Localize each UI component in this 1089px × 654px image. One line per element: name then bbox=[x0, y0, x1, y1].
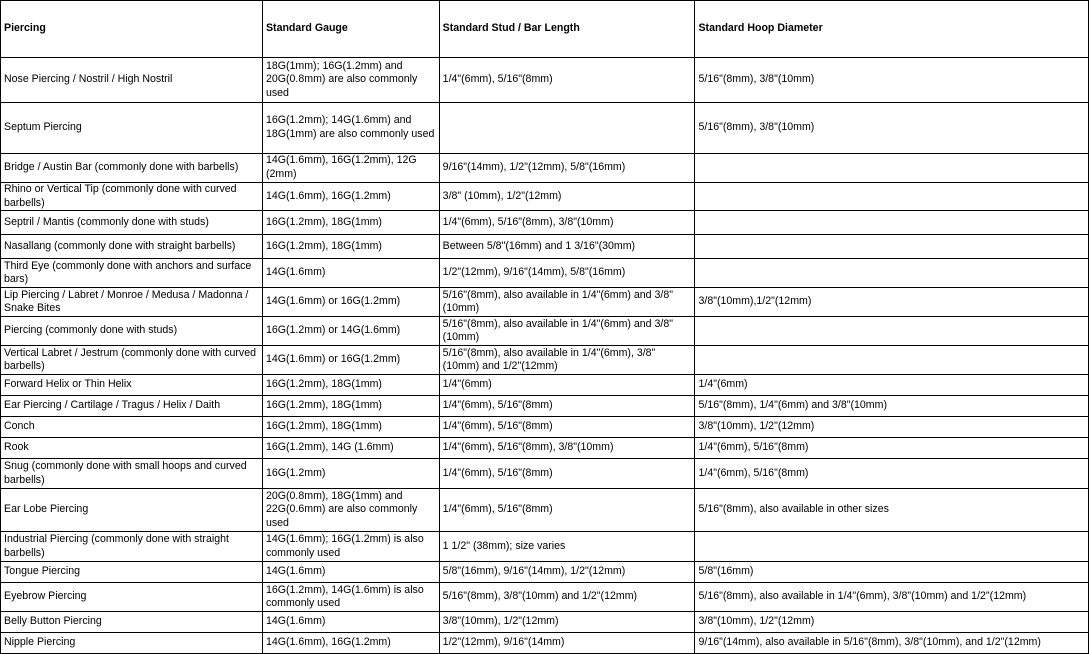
piercing-cell: Belly Button Piercing bbox=[1, 612, 263, 633]
gauge-cell: 14G(1.6mm) bbox=[262, 259, 439, 288]
piercing-cell: Piercing (commonly done with studs) bbox=[1, 317, 263, 346]
hoop-cell: 5/16"(8mm), 1/4"(6mm) and 3/8"(10mm) bbox=[695, 396, 1089, 417]
table-row bbox=[1, 154, 1089, 183]
hoop-cell: 5/16"(8mm), 3/8"(10mm) bbox=[695, 58, 1089, 103]
length-cell: 1/4"(6mm) bbox=[439, 375, 695, 396]
length-cell: 1/4"(6mm), 5/16"(8mm) bbox=[439, 417, 695, 438]
table-row bbox=[1, 211, 1089, 235]
gauge-cell: 20G(0.8mm), 18G(1mm) and 22G(0.6mm) are also commonly used bbox=[262, 489, 439, 532]
piercing-cell: Ear Piercing / Cartilage / Tragus / Helix / Daith bbox=[1, 396, 263, 417]
table-row bbox=[1, 103, 1089, 154]
table-row bbox=[1, 459, 1089, 489]
length-cell: 5/16"(8mm), 3/8"(10mm) and 1/2"(12mm) bbox=[439, 583, 695, 612]
length-cell: 1/4"(6mm), 5/16"(8mm) bbox=[439, 58, 695, 103]
gauge-cell: 16G(1.2mm), 18G(1mm) bbox=[262, 375, 439, 396]
piercing-cell: Eyebrow Piercing bbox=[1, 583, 263, 612]
piercing-cell: Conch bbox=[1, 417, 263, 438]
length-cell bbox=[439, 103, 695, 154]
piercing-cell: Nipple Piercing bbox=[1, 633, 263, 654]
table-row bbox=[1, 612, 1089, 633]
header-piercing: Piercing bbox=[1, 1, 263, 58]
length-cell: 5/16"(8mm), also available in 1/4"(6mm) and 3/8"(10mm) bbox=[439, 288, 695, 317]
hoop-cell bbox=[695, 211, 1089, 235]
gauge-cell: 14G(1.6mm), 16G(1.2mm), 12G (2mm) bbox=[262, 154, 439, 183]
hoop-cell: 1/4"(6mm), 5/16"(8mm) bbox=[695, 438, 1089, 459]
gauge-cell: 14G(1.6mm) bbox=[262, 562, 439, 583]
length-cell: 1/4"(6mm), 5/16"(8mm) bbox=[439, 459, 695, 489]
gauge-cell: 14G(1.6mm) bbox=[262, 612, 439, 633]
table-row bbox=[1, 183, 1089, 211]
gauge-cell: 14G(1.6mm), 16G(1.2mm) bbox=[262, 183, 439, 211]
length-cell: 3/8" (10mm), 1/2"(12mm) bbox=[439, 183, 695, 211]
table-row bbox=[1, 396, 1089, 417]
table-row bbox=[1, 288, 1089, 317]
table-row bbox=[1, 58, 1089, 103]
length-cell: 5/16"(8mm), also available in 1/4"(6mm) and 3/8"(10mm) bbox=[439, 317, 695, 346]
gauge-cell: 18G(1mm); 16G(1.2mm) and 20G(0.8mm) are also commonly used bbox=[262, 58, 439, 103]
hoop-cell bbox=[695, 235, 1089, 259]
hoop-cell: 3/8"(10mm), 1/2"(12mm) bbox=[695, 612, 1089, 633]
hoop-cell bbox=[695, 259, 1089, 288]
gauge-cell: 16G(1.2mm), 14G (1.6mm) bbox=[262, 438, 439, 459]
length-cell: 1/4"(6mm), 5/16"(8mm) bbox=[439, 396, 695, 417]
hoop-cell: 5/16"(8mm), 3/8"(10mm) bbox=[695, 103, 1089, 154]
hoop-cell bbox=[695, 532, 1089, 562]
piercing-cell: Snug (commonly done with small hoops and curved barbells) bbox=[1, 459, 263, 489]
table-row bbox=[1, 375, 1089, 396]
table-row bbox=[1, 562, 1089, 583]
hoop-cell: 9/16"(14mm), also available in 5/16"(8mm), 3/8"(10mm), and 1/2"(12mm) bbox=[695, 633, 1089, 654]
piercing-cell: Septril / Mantis (commonly done with studs) bbox=[1, 211, 263, 235]
length-cell: 9/16"(14mm), 1/2"(12mm), 5/8"(16mm) bbox=[439, 154, 695, 183]
hoop-cell: 3/8"(10mm),1/2"(12mm) bbox=[695, 288, 1089, 317]
gauge-cell: 16G(1.2mm) or 14G(1.6mm) bbox=[262, 317, 439, 346]
header-stud-bar-length: Standard Stud / Bar Length bbox=[439, 1, 695, 58]
table-row bbox=[1, 235, 1089, 259]
length-cell: 1/2"(12mm), 9/16"(14mm) bbox=[439, 633, 695, 654]
gauge-cell: 16G(1.2mm), 14G(1.6mm) is also commonly used bbox=[262, 583, 439, 612]
hoop-cell bbox=[695, 183, 1089, 211]
length-cell: 3/8"(10mm), 1/2"(12mm) bbox=[439, 612, 695, 633]
gauge-cell: 16G(1.2mm); 14G(1.6mm) and 18G(1mm) are also commonly used bbox=[262, 103, 439, 154]
header-hoop-diameter: Standard Hoop Diameter bbox=[695, 1, 1089, 58]
table-row bbox=[1, 532, 1089, 562]
piercing-cell: Third Eye (commonly done with anchors and surface bars) bbox=[1, 259, 263, 288]
length-cell: Between 5/8"(16mm) and 1 3/16"(30mm) bbox=[439, 235, 695, 259]
length-cell: 1/4"(6mm), 5/16"(8mm) bbox=[439, 489, 695, 532]
hoop-cell: 5/8"(16mm) bbox=[695, 562, 1089, 583]
hoop-cell: 5/16"(8mm), also available in other sizes bbox=[695, 489, 1089, 532]
gauge-cell: 16G(1.2mm), 18G(1mm) bbox=[262, 235, 439, 259]
table-row bbox=[1, 317, 1089, 346]
length-cell: 1 1/2" (38mm); size varies bbox=[439, 532, 695, 562]
header-row bbox=[1, 1, 1089, 58]
table-row bbox=[1, 633, 1089, 654]
hoop-cell bbox=[695, 154, 1089, 183]
gauge-cell: 14G(1.6mm), 16G(1.2mm) bbox=[262, 633, 439, 654]
length-cell: 5/8"(16mm), 9/16"(14mm), 1/2"(12mm) bbox=[439, 562, 695, 583]
piercing-cell: Industrial Piercing (commonly done with straight barbells) bbox=[1, 532, 263, 562]
table-row bbox=[1, 489, 1089, 532]
piercing-cell: Forward Helix or Thin Helix bbox=[1, 375, 263, 396]
table-row bbox=[1, 417, 1089, 438]
piercing-cell: Rook bbox=[1, 438, 263, 459]
gauge-cell: 16G(1.2mm), 18G(1mm) bbox=[262, 417, 439, 438]
piercing-cell: Bridge / Austin Bar (commonly done with barbells) bbox=[1, 154, 263, 183]
hoop-cell: 1/4"(6mm) bbox=[695, 375, 1089, 396]
length-cell: 5/16"(8mm), also available in 1/4"(6mm), 3/8"(10mm) and 1/2"(12mm) bbox=[439, 346, 695, 375]
length-cell: 1/2"(12mm), 9/16"(14mm), 5/8"(16mm) bbox=[439, 259, 695, 288]
piercing-cell: Nasallang (commonly done with straight barbells) bbox=[1, 235, 263, 259]
table-row bbox=[1, 583, 1089, 612]
hoop-cell: 5/16"(8mm), also available in 1/4"(6mm), 3/8"(10mm) and 1/2"(12mm) bbox=[695, 583, 1089, 612]
piercing-cell: Septum Piercing bbox=[1, 103, 263, 154]
gauge-cell: 16G(1.2mm), 18G(1mm) bbox=[262, 211, 439, 235]
hoop-cell bbox=[695, 346, 1089, 375]
header-standard-gauge: Standard Gauge bbox=[262, 1, 439, 58]
piercing-cell: Nose Piercing / Nostril / High Nostril bbox=[1, 58, 263, 103]
gauge-cell: 16G(1.2mm) bbox=[262, 459, 439, 489]
table-row bbox=[1, 438, 1089, 459]
piercing-cell: Tongue Piercing bbox=[1, 562, 263, 583]
hoop-cell: 3/8"(10mm), 1/2"(12mm) bbox=[695, 417, 1089, 438]
length-cell: 1/4"(6mm), 5/16"(8mm), 3/8"(10mm) bbox=[439, 438, 695, 459]
piercing-cell: Ear Lobe Piercing bbox=[1, 489, 263, 532]
piercing-cell: Vertical Labret / Jestrum (commonly done with curved barbells) bbox=[1, 346, 263, 375]
table-row bbox=[1, 346, 1089, 375]
gauge-cell: 14G(1.6mm); 16G(1.2mm) is also commonly used bbox=[262, 532, 439, 562]
piercing-cell: Lip Piercing / Labret / Monroe / Medusa / Madonna / Snake Bites bbox=[1, 288, 263, 317]
hoop-cell: 1/4"(6mm), 5/16"(8mm) bbox=[695, 459, 1089, 489]
length-cell: 1/4"(6mm), 5/16"(8mm), 3/8"(10mm) bbox=[439, 211, 695, 235]
hoop-cell bbox=[695, 317, 1089, 346]
gauge-cell: 14G(1.6mm) or 16G(1.2mm) bbox=[262, 346, 439, 375]
piercing-cell: Rhino or Vertical Tip (commonly done with curved barbells) bbox=[1, 183, 263, 211]
table-row bbox=[1, 259, 1089, 288]
gauge-cell: 16G(1.2mm), 18G(1mm) bbox=[262, 396, 439, 417]
gauge-cell: 14G(1.6mm) or 16G(1.2mm) bbox=[262, 288, 439, 317]
